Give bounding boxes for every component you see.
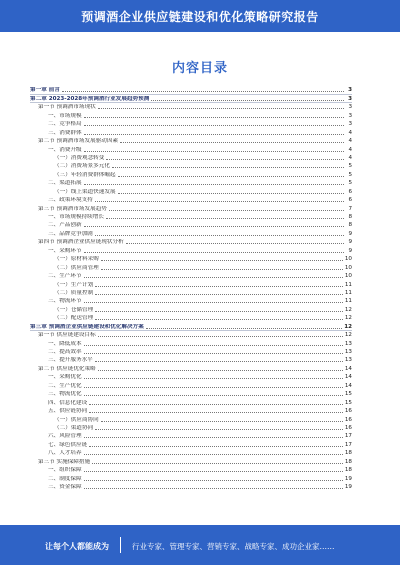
- toc-dot-leader: [84, 277, 343, 278]
- toc-entry-text: 第一节 供应链建设目标: [38, 332, 96, 339]
- toc-page-number: 11: [344, 281, 352, 288]
- toc-dot-leader: [95, 294, 343, 295]
- toc-entry[interactable]: [30, 93, 352, 101]
- toc-dot-leader: [84, 471, 343, 472]
- toc-entry-text: 第二节 预调酒市场发展驱动因素: [38, 138, 119, 145]
- toc-entry-text: 七、绿色供应链: [48, 441, 88, 448]
- footer-tagline: 行业专家、管理专家、营销专家、战略专家、成功企业家……: [132, 542, 335, 551]
- toc-entry[interactable]: [30, 136, 352, 144]
- toc-entry[interactable]: [30, 313, 352, 321]
- toc-dot-leader: [118, 193, 344, 194]
- toc-dot-leader: [109, 210, 344, 211]
- toc-entry[interactable]: [30, 448, 352, 456]
- toc-entry[interactable]: [30, 271, 352, 279]
- toc-dot-leader: [84, 395, 343, 396]
- toc-page-number: 17: [344, 433, 352, 440]
- toc-entry-text: （二）渠道协同: [54, 424, 94, 431]
- toc-entry-text: 一、市场规模持续增长: [48, 214, 104, 220]
- toc-page-number: 16: [344, 416, 352, 423]
- toc-page-number: 12: [344, 315, 352, 322]
- toc-dot-leader: [101, 421, 343, 422]
- toc-dot-leader: [89, 446, 343, 447]
- toc-page-number: 14: [344, 374, 352, 381]
- toc-page-number: 13: [344, 349, 352, 355]
- toc-dot-leader: [84, 353, 343, 354]
- toc-page-number: 5: [348, 180, 352, 187]
- toc-entry-text: 一、降低成本: [48, 340, 82, 347]
- toc-entry[interactable]: [30, 304, 352, 312]
- toc-entry-text: （一）线上渠道快速发展: [54, 188, 116, 195]
- toc-entry-text: （三）年轻消费群体崛起: [54, 171, 116, 178]
- toc-dot-leader: [89, 404, 343, 405]
- toc-page-number: 3: [348, 112, 352, 119]
- toc-entry[interactable]: [30, 186, 352, 194]
- toc-dot-leader: [118, 176, 344, 177]
- toc-page-number: 3: [348, 95, 352, 102]
- toc-entry[interactable]: [30, 321, 352, 329]
- toc-entry[interactable]: [30, 372, 352, 380]
- toc-page-number: 6: [348, 188, 352, 195]
- table-of-contents: [30, 85, 352, 513]
- toc-entry-text: 一、采购环节: [48, 247, 82, 254]
- toc-entry-text: 三、品牌竞争加剧: [48, 230, 93, 237]
- toc-entry[interactable]: [30, 338, 352, 346]
- toc-entry-text: 三、物流环节: [48, 298, 82, 305]
- toc-entry[interactable]: [30, 102, 352, 110]
- toc-entry[interactable]: [30, 330, 352, 338]
- toc-entry[interactable]: [30, 414, 352, 422]
- toc-dot-leader: [95, 286, 343, 287]
- toc-page-number: 19: [344, 484, 352, 490]
- toc-dot-leader: [62, 91, 344, 92]
- toc-dot-leader: [95, 319, 343, 320]
- toc-page-number: 8: [348, 222, 352, 229]
- toc-entry[interactable]: [30, 245, 352, 253]
- toc-page-number: 18: [344, 458, 352, 465]
- toc-entry-text: 第二章 2023-2028年预调酒行业发展趋势预测: [30, 95, 150, 102]
- toc-entry-text: 第二节 供应链优化策略: [38, 365, 96, 372]
- toc-entry-text: （一）供应商协同: [54, 416, 99, 423]
- toc-page-number: 7: [348, 205, 352, 212]
- toc-dot-leader: [95, 429, 343, 430]
- toc-entry[interactable]: [30, 127, 352, 135]
- toc-entry[interactable]: [30, 473, 352, 481]
- toc-page-number: 15: [344, 399, 352, 406]
- toc-page-number: 4: [348, 146, 352, 153]
- toc-page-number: 16: [344, 424, 352, 431]
- toc-entry-text: （二）供应商管理: [54, 264, 99, 271]
- toc-page-number: 17: [344, 441, 352, 448]
- toc-entry-text: （一）生产计划: [54, 281, 94, 288]
- toc-dot-leader: [95, 311, 343, 312]
- toc-page-number: 18: [344, 467, 352, 474]
- toc-entry-text: 第一章 前言: [30, 87, 60, 94]
- toc-entry[interactable]: [30, 279, 352, 287]
- toc-page-number: 9: [348, 239, 352, 246]
- toc-dot-leader: [84, 184, 344, 185]
- toc-entry-text: 三、政策环境支持: [48, 197, 93, 204]
- toc-page-number: 19: [344, 475, 352, 482]
- toc-entry[interactable]: [30, 144, 352, 152]
- toc-entry-text: （一）原材料采购: [54, 256, 99, 263]
- toc-entry-text: 三、资金保障: [48, 484, 82, 490]
- toc-dot-leader: [84, 387, 343, 388]
- toc-dot-leader: [84, 378, 343, 379]
- toc-dot-leader: [98, 336, 343, 337]
- toc-entry-text: 二、生产环节: [48, 273, 82, 280]
- toc-dot-leader: [84, 480, 343, 481]
- toc-page-number: 4: [348, 138, 352, 145]
- toc-entry[interactable]: [30, 465, 352, 473]
- toc-page-number: 18: [344, 450, 352, 457]
- toc-dot-leader: [84, 125, 344, 126]
- toc-entry-text: 八、人才培养: [48, 450, 82, 457]
- toc-entry[interactable]: [30, 195, 352, 203]
- toc-page-number: 9: [348, 247, 352, 254]
- footer-divider: [120, 537, 121, 553]
- toc-entry[interactable]: [30, 262, 352, 270]
- toc-dot-leader: [84, 302, 343, 303]
- toc-dot-leader: [95, 361, 343, 362]
- toc-page-number: 11: [344, 289, 352, 296]
- toc-dot-leader: [151, 100, 344, 101]
- toc-entry[interactable]: [30, 397, 352, 405]
- toc-dot-leader: [101, 269, 343, 270]
- toc-entry-text: 二、生产优化: [48, 382, 82, 389]
- toc-entry-text: 三、消费群体: [48, 129, 82, 136]
- toc-page-number: 12: [344, 332, 352, 339]
- toc-entry-text: 第三章 预调酒企业供应链建设和优化解决方案: [30, 323, 144, 330]
- toc-entry-text: 五、供应链协同: [48, 408, 88, 415]
- toc-dot-leader: [84, 226, 344, 227]
- toc-entry-text: 二、渠道拓展: [48, 180, 82, 187]
- toc-dot-leader: [84, 454, 343, 455]
- toc-entry[interactable]: [30, 220, 352, 228]
- toc-entry-text: 二、竞争格局: [48, 121, 82, 128]
- report-title: 预调酒企业供应链建设和优化策略研究报告: [81, 10, 319, 24]
- toc-dot-leader: [126, 243, 344, 244]
- toc-dot-leader: [120, 142, 344, 143]
- toc-entry[interactable]: [30, 456, 352, 464]
- toc-entry-text: （二）消费场景多元化: [54, 163, 110, 170]
- toc-page-number: 15: [344, 391, 352, 398]
- toc-dot-leader: [92, 463, 343, 464]
- toc-dot-leader: [112, 167, 344, 168]
- toc-entry-text: 一、消费升级: [48, 146, 82, 153]
- toc-title: 内容目录: [171, 61, 228, 76]
- page-header-bar: [0, 0, 400, 32]
- toc-entry[interactable]: [30, 237, 352, 245]
- toc-entry[interactable]: [30, 178, 352, 186]
- toc-page-number: 5: [348, 163, 352, 170]
- toc-dot-leader: [84, 437, 343, 438]
- toc-entry-text: 第四节 预调酒企业供应链现状分析: [38, 239, 124, 246]
- toc-entry[interactable]: [30, 296, 352, 304]
- toc-page-number: 4: [348, 154, 352, 161]
- toc-page-number: 13: [344, 340, 352, 347]
- toc-page-number: 6: [348, 197, 352, 204]
- toc-entry[interactable]: [30, 431, 352, 439]
- toc-entry[interactable]: [30, 161, 352, 169]
- toc-page-number: 10: [344, 264, 352, 271]
- toc-page-number: 10: [344, 256, 352, 263]
- toc-dot-leader: [98, 370, 343, 371]
- toc-entry-text: 二、制度保障: [48, 475, 82, 482]
- toc-entry[interactable]: [30, 119, 352, 127]
- toc-entry-text: 第一节 预调酒市场现状: [38, 104, 96, 111]
- toc-page-number: 4: [348, 129, 352, 136]
- toc-dot-leader: [95, 201, 344, 202]
- toc-page-number: 14: [344, 382, 352, 389]
- toc-page-number: 3: [348, 87, 352, 94]
- toc-entry-text: 一、组织保障: [48, 467, 82, 474]
- toc-entry[interactable]: [30, 482, 352, 490]
- toc-dot-leader: [98, 108, 344, 109]
- toc-entry[interactable]: [30, 203, 352, 211]
- page-footer-bar: [0, 525, 400, 565]
- toc-page-number: 3: [348, 121, 352, 128]
- toc-entry-text: 二、产品创新: [48, 222, 82, 229]
- toc-entry-text: （一）仓储管理: [54, 306, 94, 313]
- toc-entry-text: （一）消费观念转变: [54, 154, 105, 161]
- toc-entry-text: 三、物流优化: [48, 391, 82, 398]
- toc-entry[interactable]: [30, 153, 352, 161]
- toc-dot-leader: [106, 218, 344, 219]
- toc-entry-text: 六、风险管理: [48, 433, 82, 440]
- toc-entry[interactable]: [30, 389, 352, 397]
- toc-entry[interactable]: [30, 406, 352, 414]
- toc-page-number: 12: [344, 323, 352, 330]
- footer-slogan: 让每个人都能成为: [45, 542, 109, 551]
- toc-entry[interactable]: [30, 439, 352, 447]
- toc-dot-leader: [84, 134, 344, 135]
- toc-dot-leader: [84, 488, 343, 489]
- toc-dot-leader: [84, 117, 344, 118]
- toc-dot-leader: [89, 412, 343, 413]
- toc-dot-leader: [101, 260, 343, 261]
- toc-entry[interactable]: [30, 169, 352, 177]
- toc-page-number: 9: [348, 230, 352, 237]
- toc-entry-text: 第三节 预调酒市场发展趋势: [38, 205, 107, 212]
- toc-page-number: 11: [344, 298, 352, 305]
- toc-page-number: 5: [348, 171, 352, 178]
- toc-entry[interactable]: [30, 254, 352, 262]
- toc-entry[interactable]: [30, 363, 352, 371]
- toc-page-number: 3: [348, 104, 352, 111]
- toc-page-number: 16: [344, 408, 352, 415]
- toc-dot-leader: [146, 328, 342, 329]
- toc-entry-text: （二）质量控制: [54, 289, 94, 296]
- toc-entry-text: 四、信息化建设: [48, 399, 88, 406]
- toc-entry-text: 三、提升服务水平: [48, 357, 93, 364]
- toc-page-number: 12: [344, 306, 352, 313]
- toc-dot-leader: [106, 159, 344, 160]
- toc-entry-text: 二、提高效率: [48, 349, 82, 355]
- toc-entry[interactable]: [30, 347, 352, 355]
- toc-entry[interactable]: [30, 355, 352, 363]
- toc-entry[interactable]: [30, 288, 352, 296]
- toc-entry-text: （二）配送管理: [54, 315, 94, 322]
- toc-page-number: 14: [344, 365, 352, 372]
- toc-page-number: 8: [348, 214, 352, 220]
- toc-entry[interactable]: [30, 423, 352, 431]
- toc-entry[interactable]: [30, 110, 352, 118]
- toc-entry[interactable]: [30, 85, 352, 93]
- toc-entry[interactable]: [30, 228, 352, 236]
- toc-entry-text: 一、市场规模: [48, 112, 82, 119]
- toc-entry[interactable]: [30, 380, 352, 388]
- toc-entry[interactable]: [30, 212, 352, 220]
- toc-entry-text: 一、采购优化: [48, 374, 82, 381]
- toc-entry-text: 第三节 实施保障措施: [38, 458, 91, 465]
- toc-dot-leader: [84, 345, 343, 346]
- toc-dot-leader: [95, 235, 344, 236]
- toc-dot-leader: [84, 252, 344, 253]
- toc-page-number: 10: [344, 273, 352, 280]
- toc-page-number: 13: [344, 357, 352, 364]
- toc-dot-leader: [84, 151, 344, 152]
